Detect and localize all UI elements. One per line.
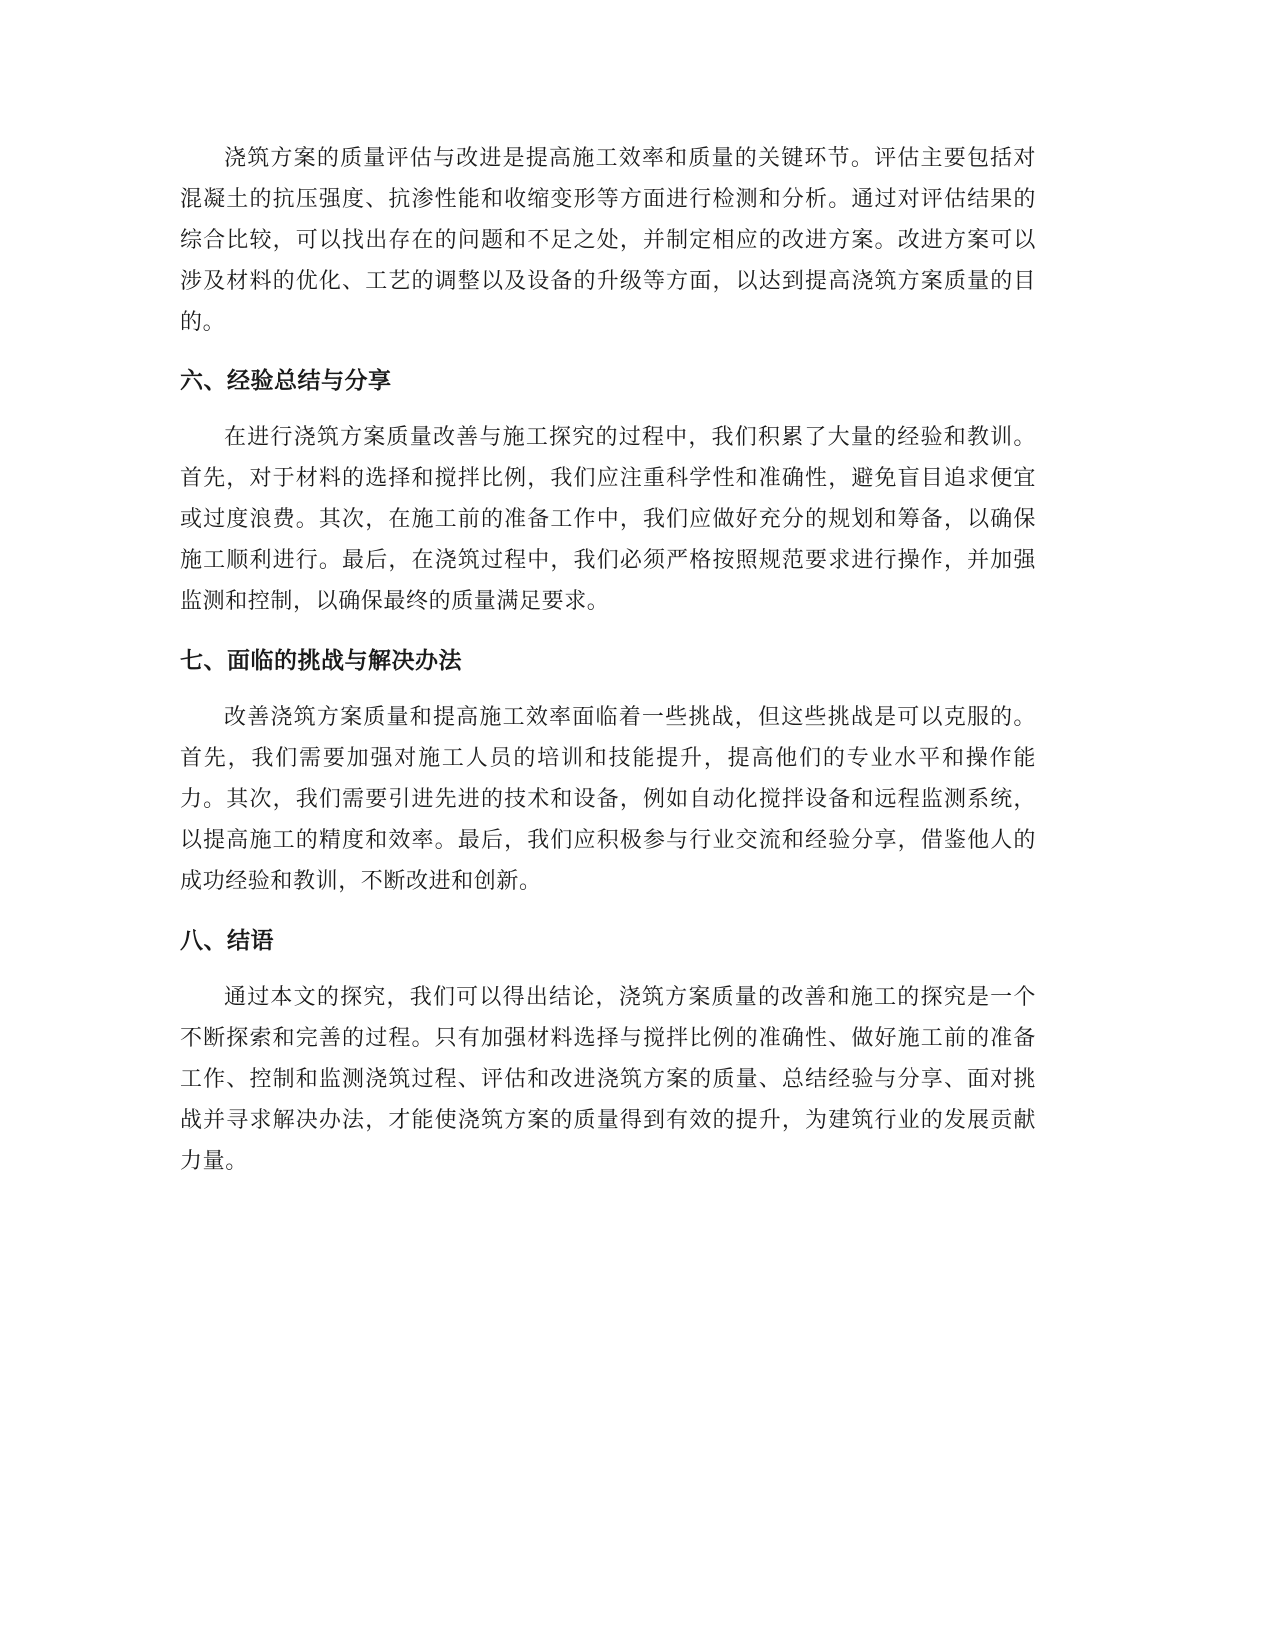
section-paragraph-conclusion: 通过本文的探究，我们可以得出结论，浇筑方案质量的改善和施工的探究是一个不断探索和完善的过程。只有加强材料选择与搅拌比例的准确性、做好施工前的准备工作、控制和监测浇筑过程、评估和改进浇筑方案的质量、总结经验与分享、面对挑战并寻求解决办法，才能使浇筑方案的质量得到有效的提升，为建筑行业的发展贡献力量。 [180, 985, 1036, 1174]
section-paragraph-challenges: 改善浇筑方案质量和提高施工效率面临着一些挑战，但这些挑战是可以克服的。首先，我们需要加强对施工人员的培训和技能提升，提高他们的专业水平和操作能力。其次，我们需要引进先进的技术和设备，例如自动化搅拌设备和远程监测系统，以提高施工的精度和效率。最后，我们应积极参与行业交流和经验分享，借鉴他人的成功经验和教训，不断改进和创新。 [180, 705, 1036, 894]
section-heading-conclusion: 八、结语 [180, 928, 274, 954]
intro-paragraph: 浇筑方案的质量评估与改进是提高施工效率和质量的关键环节。评估主要包括对混凝土的抗压强度、抗渗性能和收缩变形等方面进行检测和分析。通过对评估结果的综合比较，可以找出存在的问题和不足之处，并制定相应的改进方案。改进方案可以涉及材料的优化、工艺的调整以及设备的升级等方面，以达到提高浇筑方案质量的目的。 [180, 146, 1036, 335]
section-paragraph-experience: 在进行浇筑方案质量改善与施工探究的过程中，我们积累了大量的经验和教训。首先，对于材料的选择和搅拌比例，我们应注重科学性和准确性，避免盲目追求便宜或过度浪费。其次，在施工前的准备工作中，我们应做好充分的规划和筹备，以确保施工顺利进行。最后，在浇筑过程中，我们必须严格按照规范要求进行操作，并加强监测和控制，以确保最终的质量满足要求。 [180, 425, 1036, 614]
section-heading-challenges: 七、面临的挑战与解决办法 [180, 648, 462, 674]
section-heading-experience: 六、经验总结与分享 [180, 368, 392, 394]
document-page [180, 138, 1036, 1182]
